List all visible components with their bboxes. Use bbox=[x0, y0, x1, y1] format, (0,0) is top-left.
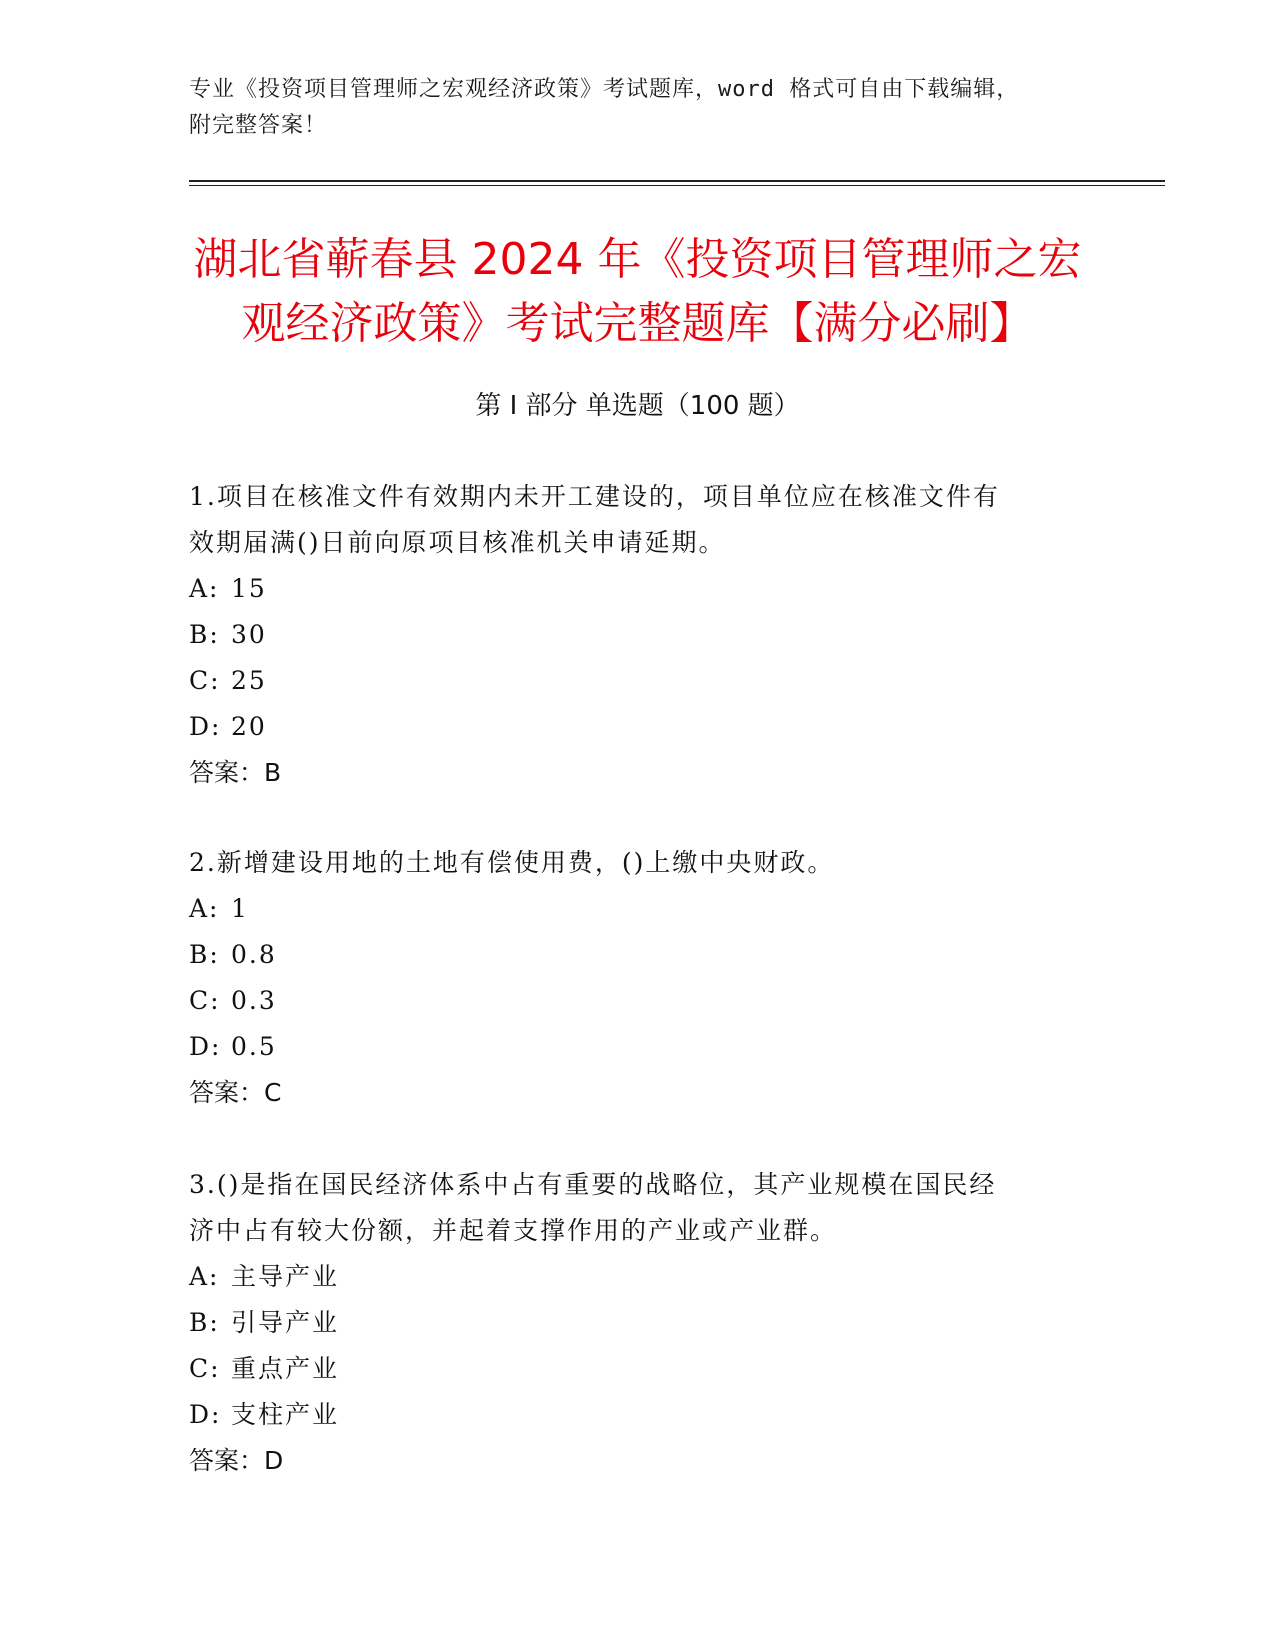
header-note-line-1: 专业《投资项目管理师之宏观经济政策》考试题库，word 格式可自由下载编辑， bbox=[189, 77, 1020, 102]
question-3 bbox=[189, 1162, 1089, 1484]
question-2-option-c bbox=[189, 978, 1089, 1024]
option-letter: D: bbox=[189, 1400, 222, 1429]
document-title bbox=[150, 228, 1125, 356]
option-text: 1 bbox=[231, 894, 249, 923]
option-text: 0.3 bbox=[231, 986, 277, 1015]
option-letter: C: bbox=[189, 666, 221, 695]
option-letter: C: bbox=[189, 986, 221, 1015]
option-letter: D: bbox=[189, 712, 222, 741]
option-letter: A: bbox=[189, 894, 220, 923]
option-letter: B: bbox=[189, 940, 220, 969]
document-title-line-2: 观经济政策》考试完整题库【满分必刷】 bbox=[241, 298, 1034, 349]
question-2-option-d bbox=[189, 1024, 1089, 1070]
section-title: 第 I 部分 单选题（100 题） bbox=[475, 391, 800, 421]
header-divider-thin bbox=[189, 185, 1165, 186]
question-2 bbox=[189, 840, 1089, 1116]
question-1-option-a bbox=[189, 566, 1089, 612]
question-3-stem-line-2: 济中占有较大份额，并起着支撑作用的产业或产业群。 bbox=[189, 1216, 838, 1245]
question-2-option-a bbox=[189, 886, 1089, 932]
option-letter: C: bbox=[189, 1354, 221, 1383]
option-text: 0.8 bbox=[231, 940, 277, 969]
option-text: 支柱产业 bbox=[231, 1400, 340, 1429]
header-note bbox=[189, 72, 1089, 144]
option-text: 30 bbox=[231, 620, 267, 649]
question-2-option-b bbox=[189, 932, 1089, 978]
question-2-stem-line-1: 2.新增建设用地的土地有偿使用费，()上缴中央财政。 bbox=[189, 848, 835, 877]
question-1-option-d bbox=[189, 704, 1089, 750]
question-3-option-c bbox=[189, 1346, 1089, 1392]
question-3-option-b bbox=[189, 1300, 1089, 1346]
question-3-option-d bbox=[189, 1392, 1089, 1438]
option-text: 重点产业 bbox=[231, 1354, 340, 1383]
option-text: 25 bbox=[231, 666, 267, 695]
question-3-stem-line-1: 3.()是指在国民经济体系中占有重要的战略位，其产业规模在国民经 bbox=[189, 1170, 997, 1199]
option-text: 引导产业 bbox=[231, 1308, 340, 1337]
header-note-line-2: 附完整答案！ bbox=[189, 113, 328, 138]
option-letter: A: bbox=[189, 1262, 220, 1291]
question-1-stem-line-2: 效期届满()日前向原项目核准机关申请延期。 bbox=[189, 528, 726, 557]
question-1-answer: 答案：B bbox=[189, 758, 282, 787]
option-letter: D: bbox=[189, 1032, 222, 1061]
document-title-line-1: 湖北省蕲春县 2024 年《投资项目管理师之宏 bbox=[193, 234, 1082, 285]
option-letter: B: bbox=[189, 1308, 220, 1337]
question-1-option-b bbox=[189, 612, 1089, 658]
option-text: 20 bbox=[231, 712, 267, 741]
question-1-stem-line-1: 1.项目在核准文件有效期内未开工建设的，项目单位应在核准文件有 bbox=[189, 482, 1000, 511]
option-text: 0.5 bbox=[231, 1032, 277, 1061]
option-letter: A: bbox=[189, 574, 220, 603]
question-1-option-c bbox=[189, 658, 1089, 704]
option-letter: B: bbox=[189, 620, 220, 649]
question-1 bbox=[189, 474, 1089, 796]
option-text: 主导产业 bbox=[231, 1262, 340, 1291]
header-divider-thick bbox=[189, 180, 1165, 182]
question-3-answer: 答案：D bbox=[189, 1446, 284, 1475]
option-text: 15 bbox=[231, 574, 267, 603]
question-3-option-a bbox=[189, 1254, 1089, 1300]
question-2-answer: 答案：C bbox=[189, 1078, 282, 1107]
